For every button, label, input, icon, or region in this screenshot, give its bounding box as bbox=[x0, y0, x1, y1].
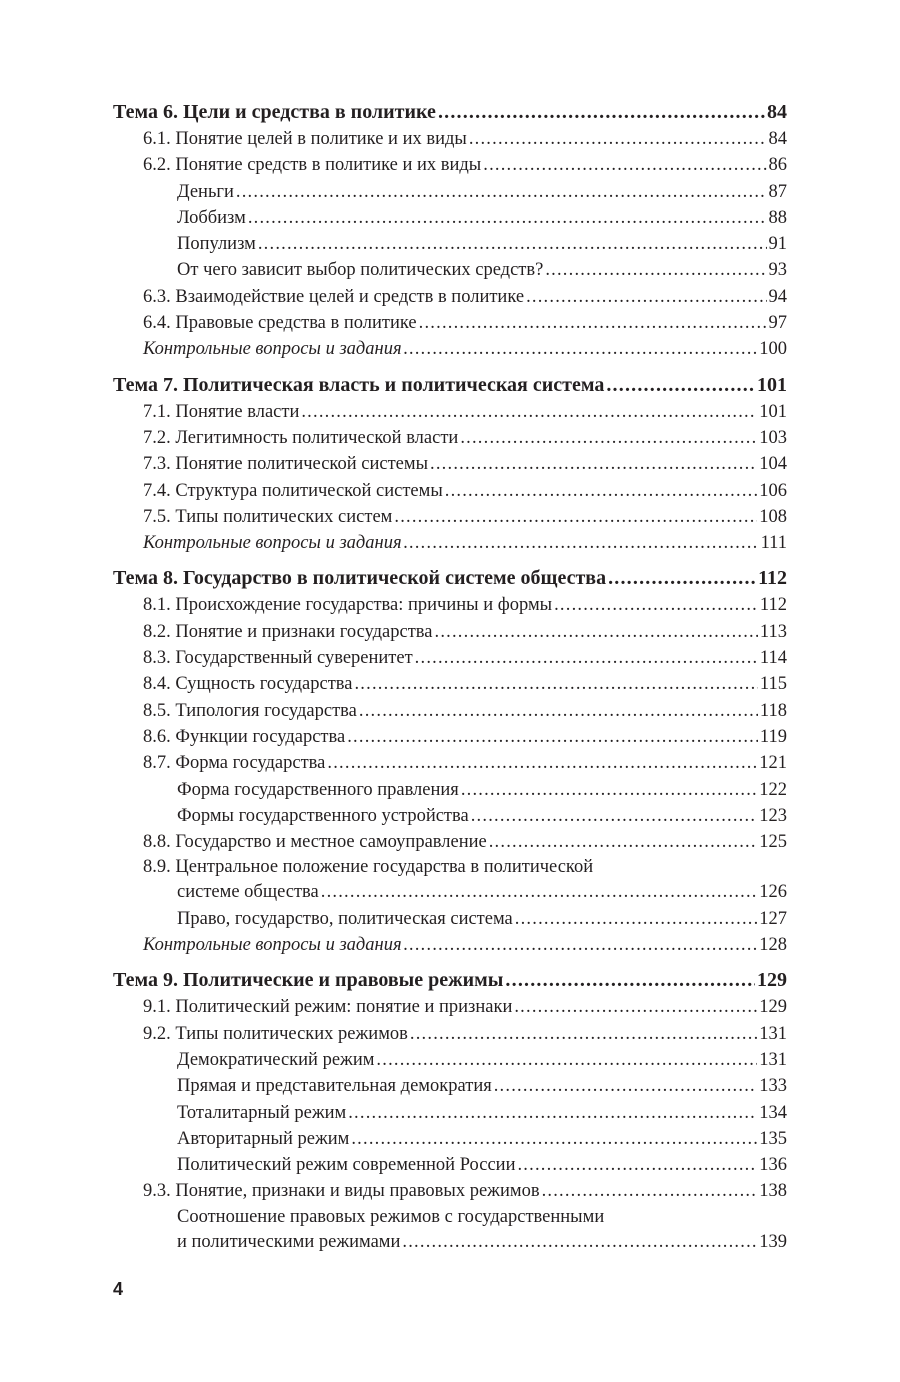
toc-entry bbox=[113, 906, 787, 932]
entry-title: 7.1. Понятие власти bbox=[143, 401, 300, 422]
entry-title: 8.7. Форма государства bbox=[143, 753, 326, 774]
toc-entry bbox=[113, 1021, 787, 1047]
entry-title: 7.4. Структура политической системы bbox=[143, 480, 443, 501]
entry-title: 7.5. Типы политических систем bbox=[143, 506, 393, 527]
entry-page: 126 bbox=[759, 882, 787, 903]
toc-entry bbox=[113, 645, 787, 671]
dot-leader bbox=[404, 336, 758, 362]
entry-page: 133 bbox=[759, 1076, 787, 1097]
table-of-contents bbox=[113, 99, 787, 1255]
entry-page: 131 bbox=[759, 1049, 787, 1070]
toc-heading bbox=[113, 99, 787, 126]
dot-leader bbox=[542, 1178, 758, 1204]
entry-page: 129 bbox=[759, 997, 787, 1018]
entry-page: 86 bbox=[768, 155, 787, 176]
dot-leader bbox=[517, 1152, 757, 1178]
entry-title: Форма государственного правления bbox=[177, 779, 459, 800]
dot-leader bbox=[608, 565, 756, 592]
dot-leader bbox=[347, 724, 758, 750]
toc-heading bbox=[113, 565, 787, 592]
entry-page: 125 bbox=[759, 832, 787, 853]
toc-entry bbox=[113, 777, 787, 803]
entry-title: От чего зависит выбор политических средств? bbox=[177, 260, 544, 281]
entry-page: 112 bbox=[758, 567, 787, 590]
entry-title: 6.3. Взаимодействие целей и средств в политике bbox=[143, 286, 525, 307]
page-number: 4 bbox=[113, 1279, 124, 1299]
dot-leader bbox=[404, 932, 758, 958]
dot-leader bbox=[404, 530, 759, 556]
dot-leader bbox=[258, 231, 767, 257]
entry-title: Контрольные вопросы и задания bbox=[143, 339, 402, 360]
entry-title: 8.3. Государственный суверенитет bbox=[143, 648, 413, 669]
entry-page: 113 bbox=[759, 621, 787, 642]
entry-page: 138 bbox=[759, 1181, 787, 1202]
toc-entry bbox=[113, 750, 787, 776]
entry-page: 93 bbox=[768, 260, 787, 281]
toc-entry bbox=[113, 1152, 787, 1178]
dot-leader bbox=[483, 152, 766, 178]
toc-review-questions bbox=[113, 932, 787, 958]
entry-page: 103 bbox=[759, 427, 787, 448]
dot-leader bbox=[248, 205, 767, 231]
entry-title: Контрольные вопросы и задания bbox=[143, 935, 402, 956]
entry-title: 8.1. Происхождение государства: причины и формы bbox=[143, 595, 553, 616]
toc-entry bbox=[113, 179, 787, 205]
toc-entry bbox=[113, 1047, 787, 1073]
entry-page: 115 bbox=[759, 674, 787, 695]
entry-page: 108 bbox=[759, 506, 787, 527]
entry-title: 6.2. Понятие средств в политике и их виды bbox=[143, 155, 482, 176]
dot-leader bbox=[489, 829, 758, 855]
entry-title: Прямая и представительная демократия bbox=[177, 1076, 492, 1097]
entry-title: 8.4. Сущность государства bbox=[143, 674, 353, 695]
entry-title: Тема 9. Политические и правовые режимы bbox=[113, 969, 504, 992]
dot-leader bbox=[419, 310, 767, 336]
toc-entry bbox=[113, 724, 787, 750]
dot-leader bbox=[301, 399, 757, 425]
dot-leader bbox=[515, 906, 757, 932]
toc-entry bbox=[113, 855, 787, 879]
toc-entry bbox=[113, 1100, 787, 1126]
entry-page: 123 bbox=[759, 805, 787, 826]
entry-title: Соотношение правовых режимов с государственными bbox=[177, 1206, 605, 1227]
dot-leader bbox=[554, 592, 758, 618]
entry-page: 91 bbox=[768, 234, 787, 255]
entry-page: 131 bbox=[759, 1023, 787, 1044]
dot-leader bbox=[469, 126, 767, 152]
toc-entry bbox=[113, 1073, 787, 1099]
entry-title: Политический режим современной России bbox=[177, 1155, 516, 1176]
dot-leader bbox=[376, 1047, 757, 1073]
entry-title: 8.5. Типология государства bbox=[143, 700, 357, 721]
dot-leader bbox=[354, 671, 757, 697]
toc-entry bbox=[113, 592, 787, 618]
dot-leader bbox=[471, 803, 758, 829]
toc-entry-continuation bbox=[113, 1229, 787, 1255]
toc-entry bbox=[113, 399, 787, 425]
entry-title: 6.4. Правовые средства в политике bbox=[143, 313, 417, 334]
entry-page: 139 bbox=[759, 1231, 787, 1252]
entry-page: 84 bbox=[768, 129, 787, 149]
toc-entry bbox=[113, 994, 787, 1020]
entry-title: Право, государство, политическая система bbox=[177, 908, 513, 929]
entry-page: 97 bbox=[768, 313, 787, 334]
entry-page: 100 bbox=[759, 339, 787, 360]
dot-leader bbox=[435, 619, 758, 645]
entry-page: 134 bbox=[759, 1102, 787, 1123]
dot-leader bbox=[348, 1100, 757, 1126]
entry-title: Авторитарный режим bbox=[177, 1128, 350, 1149]
toc-entry bbox=[113, 126, 787, 152]
entry-page: 122 bbox=[759, 779, 787, 800]
entry-title: Формы государственного устройства bbox=[177, 805, 469, 826]
entry-title: 9.1. Политический режим: понятие и признаки bbox=[143, 997, 513, 1018]
entry-title: Контрольные вопросы и задания bbox=[143, 533, 402, 554]
toc-entry bbox=[113, 698, 787, 724]
toc-entry bbox=[113, 478, 787, 504]
entry-page: 121 bbox=[759, 753, 787, 774]
entry-title: Тема 6. Цели и средства в политике bbox=[113, 101, 436, 123]
dot-leader bbox=[394, 504, 757, 530]
entry-title: 8.9. Центральное положение государства в политической bbox=[143, 857, 594, 878]
entry-title: Тема 8. Государство в политической системе общества bbox=[113, 567, 607, 590]
entry-title: системе общества bbox=[177, 882, 319, 903]
dot-leader bbox=[460, 425, 757, 451]
toc-entry bbox=[113, 205, 787, 231]
toc-entry bbox=[113, 803, 787, 829]
dot-leader bbox=[494, 1073, 758, 1099]
toc-entry-continuation bbox=[113, 879, 787, 905]
dot-leader bbox=[327, 750, 757, 776]
entry-title: Популизм bbox=[177, 234, 256, 255]
entry-title: 8.6. Функции государства bbox=[143, 726, 346, 747]
toc-entry bbox=[113, 829, 787, 855]
entry-title: 7.3. Понятие политической системы bbox=[143, 454, 429, 475]
dot-leader bbox=[410, 1021, 757, 1047]
dot-leader bbox=[461, 777, 757, 803]
dot-leader bbox=[359, 698, 758, 724]
entry-title: 6.1. Понятие целей в политике и их виды bbox=[143, 129, 467, 149]
dot-leader bbox=[526, 284, 766, 310]
toc-entry bbox=[113, 425, 787, 451]
entry-page: 101 bbox=[757, 373, 787, 396]
entry-page: 114 bbox=[759, 648, 787, 669]
toc-entry bbox=[113, 1178, 787, 1204]
toc-entry bbox=[113, 504, 787, 530]
entry-page: 129 bbox=[757, 969, 787, 992]
dot-leader bbox=[351, 1126, 757, 1152]
entry-page: 106 bbox=[759, 480, 787, 501]
toc-entry bbox=[113, 1126, 787, 1152]
entry-page: 128 bbox=[759, 935, 787, 956]
toc-entry bbox=[113, 284, 787, 310]
dot-leader bbox=[514, 994, 757, 1020]
dot-leader bbox=[236, 179, 767, 205]
entry-title: 7.2. Легитимность политической власти bbox=[143, 427, 459, 448]
entry-title: 8.2. Понятие и признаки государства bbox=[143, 621, 433, 642]
entry-title: 9.3. Понятие, признаки и виды правовых режимов bbox=[143, 1181, 540, 1202]
dot-leader bbox=[415, 645, 758, 671]
dot-leader bbox=[402, 1229, 757, 1255]
toc-review-questions bbox=[113, 530, 787, 556]
toc-entry bbox=[113, 310, 787, 336]
entry-title: Тоталитарный режим bbox=[177, 1102, 347, 1123]
toc-entry bbox=[113, 451, 787, 477]
entry-title: Лоббизм bbox=[177, 207, 246, 228]
toc-entry bbox=[113, 1205, 787, 1229]
entry-page: 136 bbox=[759, 1155, 787, 1176]
entry-page: 101 bbox=[759, 401, 787, 422]
entry-title: Демократический режим bbox=[177, 1049, 375, 1070]
toc-entry bbox=[113, 152, 787, 178]
toc-heading bbox=[113, 372, 787, 399]
dot-leader bbox=[545, 257, 766, 283]
dot-leader bbox=[505, 967, 755, 994]
entry-page: 111 bbox=[760, 533, 787, 554]
entry-title: и политическими режимами bbox=[177, 1231, 401, 1252]
entry-page: 84 bbox=[767, 101, 787, 123]
entry-page: 94 bbox=[768, 286, 787, 307]
entry-page: 104 bbox=[759, 454, 787, 475]
entry-title: 8.8. Государство и местное самоуправление bbox=[143, 832, 487, 853]
entry-title: 9.2. Типы политических режимов bbox=[143, 1023, 408, 1044]
dot-leader bbox=[321, 879, 758, 905]
toc-review-questions bbox=[113, 336, 787, 362]
entry-page: 127 bbox=[759, 908, 787, 929]
dot-leader bbox=[438, 99, 765, 126]
entry-page: 88 bbox=[768, 207, 787, 228]
entry-title: Деньги bbox=[177, 181, 234, 202]
entry-page: 118 bbox=[759, 700, 787, 721]
entry-page: 112 bbox=[759, 595, 787, 616]
dot-leader bbox=[445, 478, 758, 504]
toc-entry bbox=[113, 257, 787, 283]
entry-page: 87 bbox=[768, 181, 787, 202]
entry-title: Тема 7. Политическая власть и политическая система bbox=[113, 373, 605, 396]
toc-entry bbox=[113, 231, 787, 257]
toc-heading bbox=[113, 967, 787, 994]
dot-leader bbox=[430, 451, 757, 477]
entry-page: 119 bbox=[759, 726, 787, 747]
dot-leader bbox=[606, 372, 755, 399]
toc-entry bbox=[113, 619, 787, 645]
toc-entry bbox=[113, 671, 787, 697]
entry-page: 135 bbox=[759, 1128, 787, 1149]
